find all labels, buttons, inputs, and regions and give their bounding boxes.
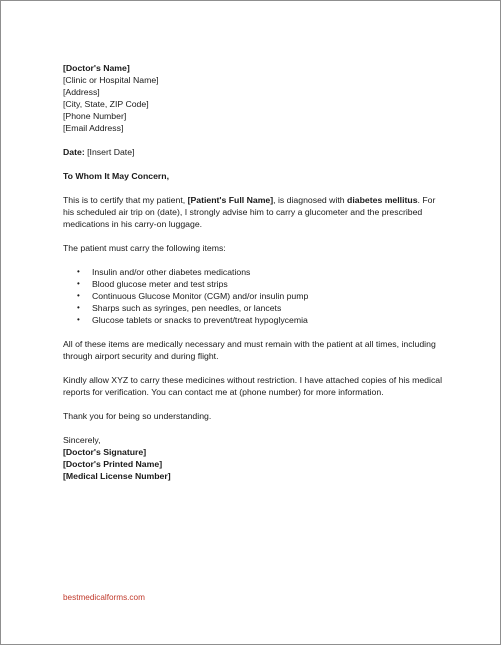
list-item-text: Sharps such as syringes, pen needles, or lancets xyxy=(92,303,282,313)
date-line xyxy=(63,146,448,158)
request-paragraph: Kindly allow XYZ to carry these medicines without restriction. I have attached copies of his medical reports for verification. You can contact me at (phone number) for more information. xyxy=(63,375,443,397)
medical-license-number: [Medical License Number] xyxy=(63,471,171,481)
doctor-signature: [Doctor's Signature] xyxy=(63,447,147,457)
city-state-zip: [City, State, ZIP Code] xyxy=(63,99,149,109)
p1-text-3: . For his scheduled air trip on (date), I strongly advise him to carry a glucometer and the prescribed medications in his carry-on luggage. xyxy=(63,195,436,229)
list-item-text: Insulin and/or other diabetes medications xyxy=(92,267,251,277)
salutation: To Whom It May Concern, xyxy=(63,171,170,181)
bullet-icon: • xyxy=(77,267,80,276)
certification-paragraph xyxy=(63,194,448,230)
items-list xyxy=(63,266,448,326)
date-label: Date: xyxy=(63,147,85,157)
bullet-icon: • xyxy=(77,315,80,324)
bullet-icon: • xyxy=(77,279,80,288)
sincerely-line: Sincerely, xyxy=(63,435,101,445)
list-item xyxy=(63,302,448,314)
email-address: [Email Address] xyxy=(63,123,124,133)
list-item xyxy=(63,290,448,302)
bullet-icon: • xyxy=(77,291,80,300)
condition: diabetes mellitus xyxy=(347,195,418,205)
patient-name: [Patient's Full Name] xyxy=(187,195,274,205)
list-item xyxy=(63,266,448,278)
necessity-paragraph: All of these items are medically necessary and must remain with the patient at all times, including through airport security and during flight. xyxy=(63,339,436,361)
list-item-text: Continuous Glucose Monitor (CGM) and/or insulin pump xyxy=(92,291,309,301)
list-intro: The patient must carry the following items: xyxy=(63,243,226,253)
phone-number: [Phone Number] xyxy=(63,111,127,121)
list-item-text: Glucose tablets or snacks to prevent/treat hypoglycemia xyxy=(92,315,308,325)
bullet-icon: • xyxy=(77,303,80,312)
list-item xyxy=(63,278,448,290)
doctor-printed-name: [Doctor's Printed Name] xyxy=(63,459,163,469)
address: [Address] xyxy=(63,87,100,97)
p1-text-2: , is diagnosed with xyxy=(273,195,348,205)
doctor-name: [Doctor's Name] xyxy=(63,63,130,73)
website-link[interactable]: bestmedicalforms.com xyxy=(63,593,145,602)
date-value: [Insert Date] xyxy=(84,147,135,157)
list-item xyxy=(63,314,448,326)
list-item-text: Blood glucose meter and test strips xyxy=(92,279,228,289)
clinic-name: [Clinic or Hospital Name] xyxy=(63,75,159,85)
letter-body xyxy=(63,62,448,482)
p1-text-1: This is to certify that my patient, xyxy=(63,195,188,205)
thank-you-line: Thank you for being so understanding. xyxy=(63,411,212,421)
